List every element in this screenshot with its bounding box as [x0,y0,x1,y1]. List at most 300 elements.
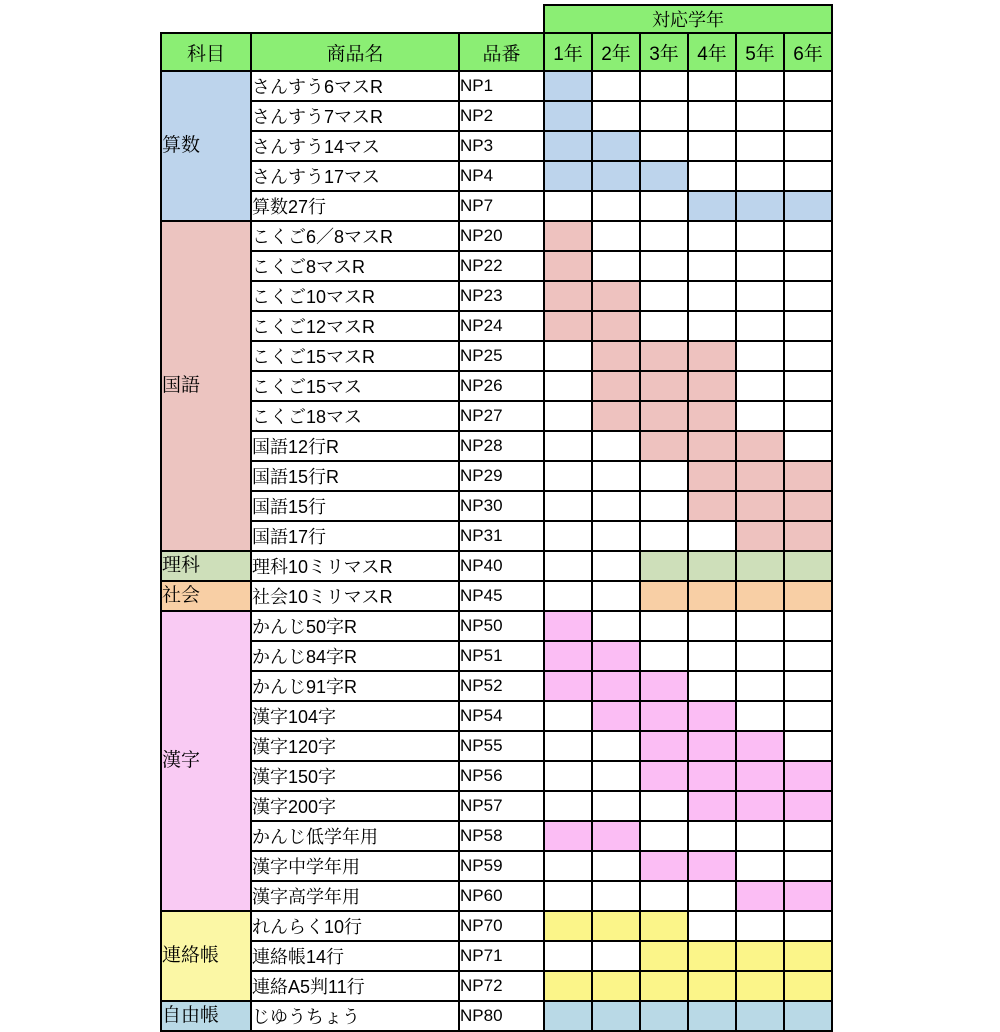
grade-mark-cell [784,941,832,971]
grade-empty-cell [736,371,784,401]
product-name-cell: こくご6／8マスR [251,221,459,251]
table-row [161,71,832,101]
table-row [161,761,832,791]
grade-empty-cell [544,851,592,881]
product-name-cell: さんすう14マス [251,131,459,161]
grade-empty-cell [688,131,736,161]
grade-empty-cell [784,401,832,431]
grade-empty-cell [784,71,832,101]
grade-empty-cell [736,161,784,191]
product-code-cell: NP50 [459,611,544,641]
product-code-cell: NP52 [459,671,544,701]
product-name-cell: 連絡A5判11行 [251,971,459,1001]
grade-empty-cell [688,161,736,191]
grade-empty-cell [736,131,784,161]
product-name-cell: 漢字104字 [251,701,459,731]
grade-mark-cell [592,701,640,731]
grade-mark-cell [736,881,784,911]
grade-mark-cell [688,851,736,881]
header-spacer-subject [161,5,251,33]
product-name-cell: さんすう7マスR [251,101,459,131]
table-row [161,191,832,221]
grade-empty-cell [688,71,736,101]
product-code-cell: NP59 [459,851,544,881]
grade-mark-cell [640,761,688,791]
header-grade-6: 6年 [784,33,832,71]
grade-mark-cell [544,611,592,641]
grade-empty-cell [544,401,592,431]
grade-mark-cell [592,131,640,161]
grade-empty-cell [784,281,832,311]
grade-mark-cell [784,551,832,581]
product-name-cell: 漢字200字 [251,791,459,821]
header-spacer-code [459,5,544,33]
grade-empty-cell [640,101,688,131]
grade-empty-cell [592,251,640,281]
grade-mark-cell [640,731,688,761]
table-row [161,1001,832,1031]
grade-empty-cell [736,611,784,641]
grade-mark-cell [592,641,640,671]
grade-mark-cell [544,971,592,1001]
table-row [161,521,832,551]
grade-empty-cell [640,791,688,821]
grade-mark-cell [592,1001,640,1031]
table-header [161,5,832,71]
grade-mark-cell [688,341,736,371]
grade-mark-cell [736,461,784,491]
table-row [161,851,832,881]
grade-empty-cell [592,101,640,131]
table-row [161,611,832,641]
grade-empty-cell [736,311,784,341]
product-name-cell: 理科10ミリマスR [251,551,459,581]
grade-mark-cell [544,1001,592,1031]
grade-empty-cell [544,371,592,401]
grade-empty-cell [592,221,640,251]
grade-empty-cell [592,191,640,221]
product-code-cell: NP57 [459,791,544,821]
grade-mark-cell [688,401,736,431]
grade-mark-cell [640,401,688,431]
grade-empty-cell [688,611,736,641]
product-code-cell: NP20 [459,221,544,251]
product-code-cell: NP24 [459,311,544,341]
grade-empty-cell [736,911,784,941]
grade-empty-cell [784,611,832,641]
grade-mark-cell [544,281,592,311]
grade-empty-cell [640,311,688,341]
grade-empty-cell [592,461,640,491]
product-name-cell: こくご8マスR [251,251,459,281]
product-code-cell: NP70 [459,911,544,941]
subject-label: 算数 [161,71,251,221]
product-name-cell: 漢字中学年用 [251,851,459,881]
grade-mark-cell [736,551,784,581]
grade-mark-cell [688,551,736,581]
product-code-cell: NP60 [459,881,544,911]
product-name-cell: かんじ50字R [251,611,459,641]
grade-empty-cell [688,881,736,911]
grade-mark-cell [784,881,832,911]
grade-mark-cell [688,371,736,401]
table-row [161,551,832,581]
product-code-cell: NP29 [459,461,544,491]
grade-empty-cell [544,341,592,371]
grade-mark-cell [784,191,832,221]
grade-mark-cell [544,221,592,251]
grade-mark-cell [592,821,640,851]
grade-empty-cell [784,671,832,701]
grade-empty-cell [784,161,832,191]
product-grade-table [160,4,833,1032]
grade-mark-cell [544,311,592,341]
grade-mark-cell [688,191,736,221]
grade-mark-cell [688,761,736,791]
grade-mark-cell [688,941,736,971]
grade-mark-cell [736,971,784,1001]
grade-mark-cell [688,581,736,611]
grade-empty-cell [544,731,592,761]
grade-empty-cell [592,851,640,881]
grade-empty-cell [544,791,592,821]
grade-mark-cell [640,371,688,401]
grade-mark-cell [784,581,832,611]
grade-mark-cell [544,71,592,101]
header-column-row [161,33,832,71]
product-code-cell: NP2 [459,101,544,131]
grade-mark-cell [688,791,736,821]
grade-mark-cell [544,251,592,281]
grade-empty-cell [688,821,736,851]
product-code-cell: NP3 [459,131,544,161]
table-row [161,641,832,671]
grade-mark-cell [736,491,784,521]
product-name-cell: じゆうちょう [251,1001,459,1031]
subject-label: 国語 [161,221,251,551]
grade-empty-cell [736,341,784,371]
grade-empty-cell [784,131,832,161]
grade-mark-cell [592,971,640,1001]
table-row [161,911,832,941]
header-grade-5: 5年 [736,33,784,71]
grade-mark-cell [688,701,736,731]
product-name-cell: 国語15行R [251,461,459,491]
product-name-cell: れんらく10行 [251,911,459,941]
table-row [161,251,832,281]
grade-empty-cell [736,401,784,431]
grade-empty-cell [640,221,688,251]
grade-empty-cell [592,71,640,101]
grade-empty-cell [640,461,688,491]
grade-empty-cell [688,521,736,551]
grade-empty-cell [640,131,688,161]
grade-mark-cell [784,491,832,521]
grade-empty-cell [544,941,592,971]
product-name-cell: 国語17行 [251,521,459,551]
header-group-row [161,5,832,33]
product-name-cell: 漢字高学年用 [251,881,459,911]
grade-empty-cell [592,431,640,461]
grade-mark-cell [640,341,688,371]
grade-empty-cell [592,791,640,821]
grade-empty-cell [640,821,688,851]
grade-empty-cell [784,911,832,941]
product-name-cell: 漢字120字 [251,731,459,761]
grade-empty-cell [544,491,592,521]
table-row [161,461,832,491]
grade-empty-cell [592,761,640,791]
grade-mark-cell [640,971,688,1001]
header-grade-3: 3年 [640,33,688,71]
subject-label: 自由帳 [161,1001,251,1031]
grade-empty-cell [640,641,688,671]
table-row [161,371,832,401]
grade-mark-cell [544,821,592,851]
grade-empty-cell [592,521,640,551]
grade-mark-cell [592,371,640,401]
grade-empty-cell [736,101,784,131]
grade-empty-cell [736,641,784,671]
grade-empty-cell [640,881,688,911]
grade-empty-cell [640,281,688,311]
grade-mark-cell [736,521,784,551]
grade-empty-cell [688,251,736,281]
product-code-cell: NP45 [459,581,544,611]
grade-empty-cell [784,371,832,401]
grade-empty-cell [640,521,688,551]
subject-label: 連絡帳 [161,911,251,1001]
grade-mark-cell [544,131,592,161]
grade-mark-cell [688,971,736,1001]
grade-mark-cell [784,521,832,551]
table-row [161,341,832,371]
table-row [161,731,832,761]
product-name-cell: かんじ低学年用 [251,821,459,851]
subject-label: 社会 [161,581,251,611]
grade-empty-cell [784,101,832,131]
header-grade-group-label: 対応学年 [544,5,832,33]
product-name-cell: かんじ91字R [251,671,459,701]
grade-mark-cell [688,1001,736,1031]
grade-empty-cell [592,491,640,521]
grade-mark-cell [544,911,592,941]
product-name-cell: こくご15マスR [251,341,459,371]
subject-label: 理科 [161,551,251,581]
product-code-cell: NP22 [459,251,544,281]
grade-mark-cell [784,1001,832,1031]
product-code-cell: NP40 [459,551,544,581]
grade-empty-cell [640,491,688,521]
product-name-cell: こくご18マス [251,401,459,431]
grade-empty-cell [736,251,784,281]
product-name-cell: さんすう6マスR [251,71,459,101]
grade-mark-cell [592,311,640,341]
grade-empty-cell [544,431,592,461]
grade-mark-cell [784,761,832,791]
grade-mark-cell [688,731,736,761]
table-row [161,281,832,311]
grade-empty-cell [736,821,784,851]
grade-mark-cell [592,401,640,431]
product-code-cell: NP1 [459,71,544,101]
table-row [161,401,832,431]
grade-mark-cell [592,671,640,701]
grade-mark-cell [784,791,832,821]
product-code-cell: NP80 [459,1001,544,1031]
table-row [161,971,832,1001]
grade-mark-cell [736,1001,784,1031]
grade-empty-cell [640,251,688,281]
grade-empty-cell [592,581,640,611]
header-grade-4: 4年 [688,33,736,71]
grade-empty-cell [544,551,592,581]
grade-mark-cell [736,731,784,761]
product-code-cell: NP72 [459,971,544,1001]
product-code-cell: NP7 [459,191,544,221]
grade-mark-cell [736,191,784,221]
header-product-name: 商品名 [251,33,459,71]
grade-mark-cell [640,941,688,971]
grade-mark-cell [640,581,688,611]
grade-mark-cell [544,101,592,131]
product-code-cell: NP27 [459,401,544,431]
grade-empty-cell [544,521,592,551]
table-row [161,221,832,251]
grade-empty-cell [544,761,592,791]
grade-mark-cell [688,431,736,461]
grade-empty-cell [784,701,832,731]
product-code-cell: NP55 [459,731,544,761]
grade-empty-cell [592,611,640,641]
grade-mark-cell [544,641,592,671]
product-code-cell: NP25 [459,341,544,371]
grade-empty-cell [544,881,592,911]
grade-mark-cell [544,671,592,701]
grade-mark-cell [544,161,592,191]
grade-empty-cell [784,311,832,341]
product-code-cell: NP30 [459,491,544,521]
table-row [161,101,832,131]
grade-empty-cell [640,71,688,101]
grade-mark-cell [592,341,640,371]
grade-mark-cell [592,161,640,191]
grade-empty-cell [784,851,832,881]
grade-empty-cell [736,221,784,251]
table-row [161,311,832,341]
product-name-cell: 連絡帳14行 [251,941,459,971]
grade-empty-cell [688,221,736,251]
table-row [161,131,832,161]
grade-empty-cell [544,191,592,221]
product-code-cell: NP31 [459,521,544,551]
grade-mark-cell [736,761,784,791]
grade-empty-cell [688,281,736,311]
product-name-cell: こくご15マス [251,371,459,401]
product-code-cell: NP26 [459,371,544,401]
grade-mark-cell [640,671,688,701]
grade-mark-cell [640,911,688,941]
product-name-cell: 国語15行 [251,491,459,521]
grade-empty-cell [688,101,736,131]
header-grade-2: 2年 [592,33,640,71]
grade-empty-cell [592,881,640,911]
table-row [161,581,832,611]
grade-mark-cell [736,941,784,971]
product-code-cell: NP54 [459,701,544,731]
header-grade-1: 1年 [544,33,592,71]
table-body [161,71,832,1031]
header-subject: 科目 [161,33,251,71]
product-name-cell: こくご10マスR [251,281,459,311]
grade-empty-cell [640,611,688,641]
table-row [161,161,832,191]
grade-mark-cell [688,461,736,491]
subject-label: 漢字 [161,611,251,911]
grade-mark-cell [736,581,784,611]
header-product-code: 品番 [459,33,544,71]
product-code-cell: NP58 [459,821,544,851]
product-name-cell: さんすう17マス [251,161,459,191]
table-row [161,431,832,461]
grade-empty-cell [736,71,784,101]
header-spacer-product [251,5,459,33]
grade-empty-cell [592,551,640,581]
grade-mark-cell [736,791,784,821]
grade-mark-cell [784,461,832,491]
grade-empty-cell [784,341,832,371]
grade-empty-cell [688,641,736,671]
table-row [161,941,832,971]
grade-mark-cell [640,851,688,881]
grade-empty-cell [688,311,736,341]
table-row [161,821,832,851]
grade-empty-cell [736,851,784,881]
product-code-cell: NP28 [459,431,544,461]
grade-empty-cell [736,671,784,701]
product-code-cell: NP56 [459,761,544,791]
grade-empty-cell [688,911,736,941]
product-name-cell: 社会10ミリマスR [251,581,459,611]
product-code-cell: NP51 [459,641,544,671]
grade-empty-cell [736,701,784,731]
grade-mark-cell [736,431,784,461]
grade-empty-cell [640,191,688,221]
product-code-cell: NP23 [459,281,544,311]
product-code-cell: NP71 [459,941,544,971]
grade-empty-cell [784,221,832,251]
grade-empty-cell [784,821,832,851]
table-row [161,701,832,731]
grade-empty-cell [544,461,592,491]
grade-mark-cell [592,281,640,311]
grade-mark-cell [640,551,688,581]
grade-mark-cell [640,161,688,191]
grade-mark-cell [640,431,688,461]
product-name-cell: こくご12マスR [251,311,459,341]
grade-empty-cell [592,941,640,971]
grade-empty-cell [784,731,832,761]
table-row [161,671,832,701]
grade-mark-cell [784,971,832,1001]
grade-empty-cell [544,581,592,611]
grade-mark-cell [640,1001,688,1031]
product-name-cell: 国語12行R [251,431,459,461]
grade-empty-cell [544,701,592,731]
table-row [161,491,832,521]
grade-mark-cell [640,701,688,731]
grade-mark-cell [592,911,640,941]
